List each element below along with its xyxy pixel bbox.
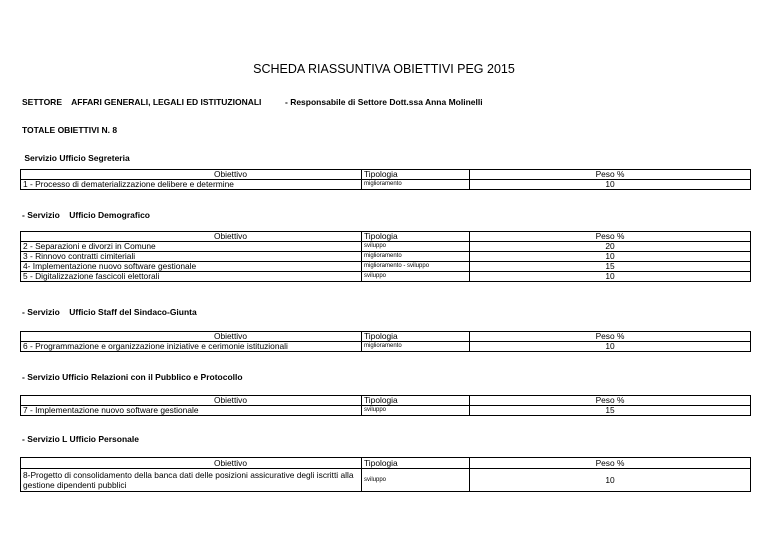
table-row (21, 242, 751, 252)
table-row (21, 180, 751, 190)
peso-cell: 15 (470, 262, 751, 272)
objectives-table-staff-sindaco (20, 331, 751, 352)
section-title-segreteria: Servizio Ufficio Segreteria (22, 153, 130, 163)
section-title-staff-sindaco: - Servizio Ufficio Staff del Sindaco-Giunta (22, 307, 197, 317)
section-title-demografico: - Servizio Ufficio Demografico (22, 210, 150, 220)
section-title-personale: - Servizio L Ufficio Personale (22, 434, 139, 444)
peso-cell: 10 (470, 180, 751, 190)
document-title: SCHEDA RIASSUNTIVA OBIETTIVI PEG 2015 (253, 62, 515, 76)
table-row (21, 342, 751, 352)
objectives-table-demografico (20, 231, 751, 282)
totale-obiettivi: TOTALE OBIETTIVI N. 8 (22, 125, 118, 135)
col-header-peso: Peso % (470, 232, 751, 242)
col-header-tipologia: Tipologia (362, 396, 470, 406)
obiettivo-cell: 8-Progetto di consolidamento della banca dati delle posizioni assicurative degli iscritti alla gestione dipendenti pubblici (21, 469, 362, 492)
tipologia-cell: sviluppo (362, 242, 470, 252)
settore-label: SETTORE AFFARI GENERALI, LEGALI ED ISTITUZIONALI (22, 97, 262, 107)
obiettivo-cell: 7 - Implementazione nuovo software gestionale (21, 406, 362, 416)
tipologia-cell: sviluppo (362, 469, 470, 492)
col-header-obiettivo: Obiettivo (21, 458, 362, 469)
obiettivo-cell: 2 - Separazioni e divorzi in Comune (21, 242, 362, 252)
col-header-obiettivo: Obiettivo (21, 332, 362, 342)
tipologia-cell: miglioramento (362, 252, 470, 262)
col-header-tipologia: Tipologia (362, 332, 470, 342)
tipologia-cell: miglioramento - sviluppo (362, 262, 470, 272)
objectives-table-personale (20, 457, 751, 492)
tipologia-cell: sviluppo (362, 406, 470, 416)
table-row (21, 262, 751, 272)
obiettivo-cell: 3 - Rinnovo contratti cimiteriali (21, 252, 362, 262)
obiettivo-cell: 5 - Digitalizzazione fascicoli elettorali (21, 272, 362, 282)
col-header-obiettivo: Obiettivo (21, 396, 362, 406)
peso-cell: 20 (470, 242, 751, 252)
col-header-peso: Peso % (470, 170, 751, 180)
col-header-obiettivo: Obiettivo (21, 232, 362, 242)
obiettivo-cell: 4- Implementazione nuovo software gestionale (21, 262, 362, 272)
table-row (21, 469, 751, 492)
tipologia-cell: sviluppo (362, 272, 470, 282)
table-row (21, 272, 751, 282)
col-header-peso: Peso % (470, 332, 751, 342)
tipologia-cell: miglioramento (362, 342, 470, 352)
obiettivo-cell: 6 - Programmazione e organizzazione iniziative e cerimonie istituzionali (21, 342, 362, 352)
table-row (21, 252, 751, 262)
col-header-peso: Peso % (470, 396, 751, 406)
col-header-tipologia: Tipologia (362, 458, 470, 469)
obiettivo-cell: 1 - Processo di dematerializzazione delibere e determine (21, 180, 362, 190)
peso-cell: 10 (470, 272, 751, 282)
objectives-table-urp-protocollo (20, 395, 751, 416)
peso-cell: 15 (470, 406, 751, 416)
table-row (21, 406, 751, 416)
peso-cell: 10 (470, 342, 751, 352)
col-header-peso: Peso % (470, 458, 751, 469)
tipologia-cell: miglioramento (362, 180, 470, 190)
peso-cell: 10 (470, 252, 751, 262)
col-header-tipologia: Tipologia (362, 170, 470, 180)
col-header-obiettivo: Obiettivo (21, 170, 362, 180)
responsabile-label: - Responsabile di Settore Dott.ssa Anna Molinelli (285, 97, 483, 107)
col-header-tipologia: Tipologia (362, 232, 470, 242)
objectives-table-segreteria (20, 169, 751, 190)
section-title-urp-protocollo: - Servizio Ufficio Relazioni con il Pubblico e Protocollo (22, 372, 243, 382)
peso-cell: 10 (470, 469, 751, 492)
